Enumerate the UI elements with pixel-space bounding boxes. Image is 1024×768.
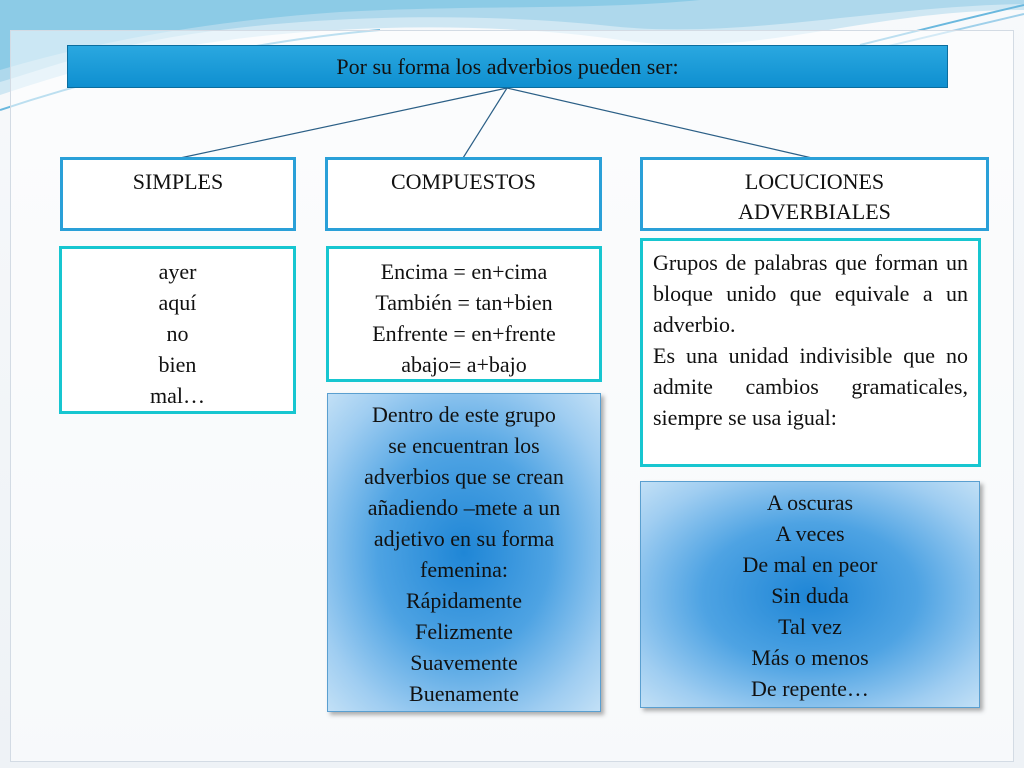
list-item: no bbox=[166, 321, 189, 346]
simples-examples bbox=[59, 246, 296, 414]
heading-locuciones-line: LOCUCIONES bbox=[744, 169, 885, 194]
heading-simples-text: SIMPLES bbox=[132, 169, 224, 194]
list-item: aquí bbox=[158, 290, 197, 315]
heading-compuestos-text: COMPUESTOS bbox=[390, 169, 537, 194]
list-item: De mal en peor bbox=[742, 552, 878, 577]
heading-simples bbox=[60, 157, 296, 231]
note-line: Suavemente bbox=[410, 650, 518, 675]
note-line: Rápidamente bbox=[405, 588, 523, 613]
list-item: bien bbox=[158, 352, 197, 377]
note-line: femenina: bbox=[420, 557, 508, 582]
list-item: Encima = en+cima bbox=[380, 259, 548, 284]
heading-locuciones-line: ADVERBIALES bbox=[738, 199, 891, 224]
list-item: abajo= a+bajo bbox=[401, 352, 527, 377]
list-item: Sin duda bbox=[771, 583, 849, 608]
list-item: A oscuras bbox=[766, 490, 854, 515]
note-line: se encuentran los bbox=[388, 433, 540, 458]
list-item: También = tan+bien bbox=[375, 290, 553, 315]
note-line: Buenamente bbox=[409, 681, 519, 706]
definition-paragraph: Es una unidad indivisible que no admite cambios gramaticales, siempre se usa igual: bbox=[653, 343, 968, 430]
locuciones-examples bbox=[640, 481, 980, 708]
list-item: ayer bbox=[158, 259, 197, 284]
title-box bbox=[67, 45, 948, 88]
list-item: Enfrente = en+frente bbox=[372, 321, 556, 346]
definition-paragraph: Grupos de palabras que forman un bloque unido que equivale a un adverbio. bbox=[653, 250, 968, 337]
list-item: mal… bbox=[150, 383, 205, 408]
note-line: adverbios que se crean bbox=[364, 464, 564, 489]
list-item: A veces bbox=[775, 521, 845, 546]
compuestos-note bbox=[327, 393, 601, 712]
heading-compuestos bbox=[325, 157, 602, 231]
note-line: Dentro de este grupo bbox=[372, 402, 556, 427]
heading-locuciones bbox=[640, 157, 989, 231]
list-item: Tal vez bbox=[778, 614, 842, 639]
note-line: adjetivo en su forma bbox=[373, 526, 555, 551]
list-item: De repente… bbox=[751, 676, 869, 701]
locuciones-definition bbox=[640, 238, 981, 467]
note-line: añadiendo –mete a un bbox=[367, 495, 561, 520]
title-text: Por su forma los adverbios pueden ser: bbox=[336, 53, 679, 79]
list-item: Más o menos bbox=[751, 645, 869, 670]
compuestos-examples bbox=[326, 246, 602, 382]
note-line: Felizmente bbox=[415, 619, 513, 644]
